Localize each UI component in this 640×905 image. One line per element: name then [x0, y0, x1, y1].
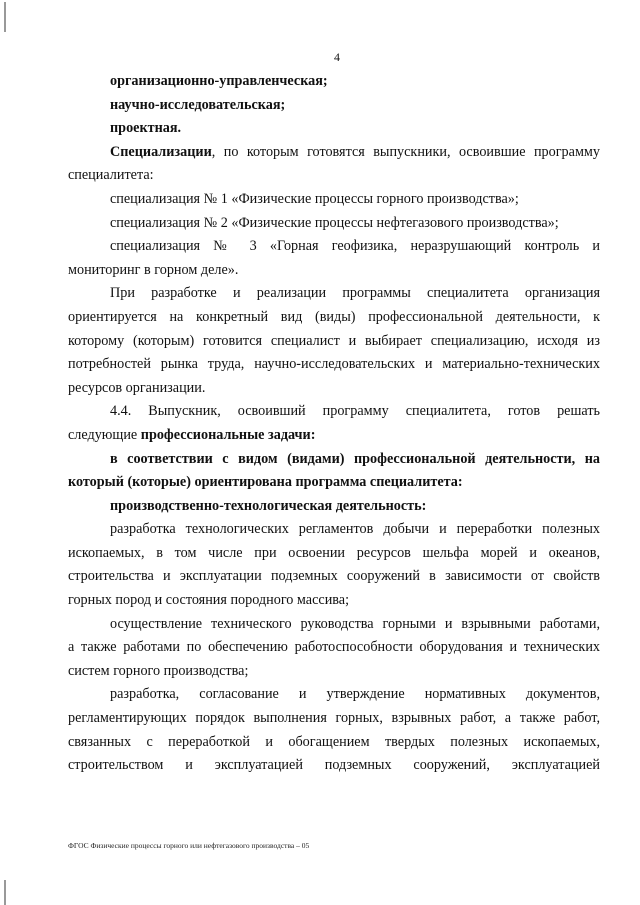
activity-heading: производственно-технологическая деятельность:: [110, 497, 427, 514]
specialization-item: специализация № 2 «Физические процессы нефтегазового производства»;: [110, 214, 559, 231]
paragraph-line: которому (которым) готовится специалист и выбирает специализацию, исходя из: [68, 332, 600, 349]
paragraph-line: систем горного производства;: [68, 662, 249, 679]
paragraph-line: При разработке и реализации программы специалитета организация: [110, 285, 600, 302]
activity-type-item: научно-исследовательская;: [110, 96, 286, 113]
paragraph-line: специалитета:: [68, 167, 154, 184]
paragraph-line: строительством и эксплуатацией подземных сооружений, эксплуатацией: [68, 757, 600, 774]
paragraph-line: связанных с переработкой и обогащением твердых полезных ископаемых,: [68, 733, 600, 750]
paragraph-line: потребностей рынка труда, научно-исследовательских и материально-технических: [68, 356, 600, 373]
paragraph-line: регламентирующих порядок выполнения горных, взрывных работ, а также работ,: [68, 710, 600, 727]
paragraph-line: ископаемых, в том числе при освоении ресурсов шельфа морей и океанов,: [68, 544, 600, 561]
body-text: [68, 70, 600, 778]
tasks-heading: профессиональные задачи:: [140, 426, 316, 443]
bold-paragraph-line: в соответствии с видом (видами) профессиональной деятельности, на: [110, 450, 600, 467]
paragraph-line: осуществление технического руководства горными и взрывными работами,: [110, 615, 600, 632]
specializations-intro: Специализации, по которым готовятся выпускники, освоившие программу: [110, 143, 600, 160]
scan-edge-mark: [4, 2, 6, 32]
bold-paragraph-line: который (которые) ориентирована программа специалитета:: [68, 474, 463, 491]
paragraph-line: ориентируется на конкретный вид (виды) профессиональной деятельности, к: [68, 308, 600, 325]
paragraph-line: разработка, согласование и утверждение нормативных документов,: [110, 686, 600, 703]
paragraph-line: а также работами по обеспечению работоспособности оборудования и технических: [68, 639, 600, 656]
section-4-4: 4.4. Выпускник, освоивший программу специалитета, готов решать: [110, 403, 600, 420]
scan-edge-mark: [4, 880, 6, 905]
paragraph-line: ресурсов организации.: [68, 379, 206, 396]
paragraph-line: мониторинг в горном деле».: [68, 261, 239, 278]
activity-type-item: проектная.: [110, 120, 182, 137]
paragraph-line: горных пород и состояния породного массива;: [68, 592, 350, 609]
paragraph-line: следующие профессиональные задачи:: [68, 426, 316, 443]
page-footer: ФГОС Физические процессы горного или нефтегазового производства – 05: [68, 841, 310, 850]
specializations-heading: Специализации: [110, 143, 212, 160]
specialization-item: специализация № 3 «Горная геофизика, неразрушающий контроль и: [110, 238, 600, 255]
paragraph-line: строительства и эксплуатации подземных сооружений в зависимости от свойств: [68, 568, 600, 585]
page-number: 4: [334, 50, 340, 64]
activity-type-item: организационно-управленческая;: [110, 73, 328, 89]
specialization-item: специализация № 1 «Физические процессы горного производства»;: [110, 190, 519, 207]
paragraph-line: разработка технологических регламентов добычи и переработки полезных: [110, 521, 600, 538]
